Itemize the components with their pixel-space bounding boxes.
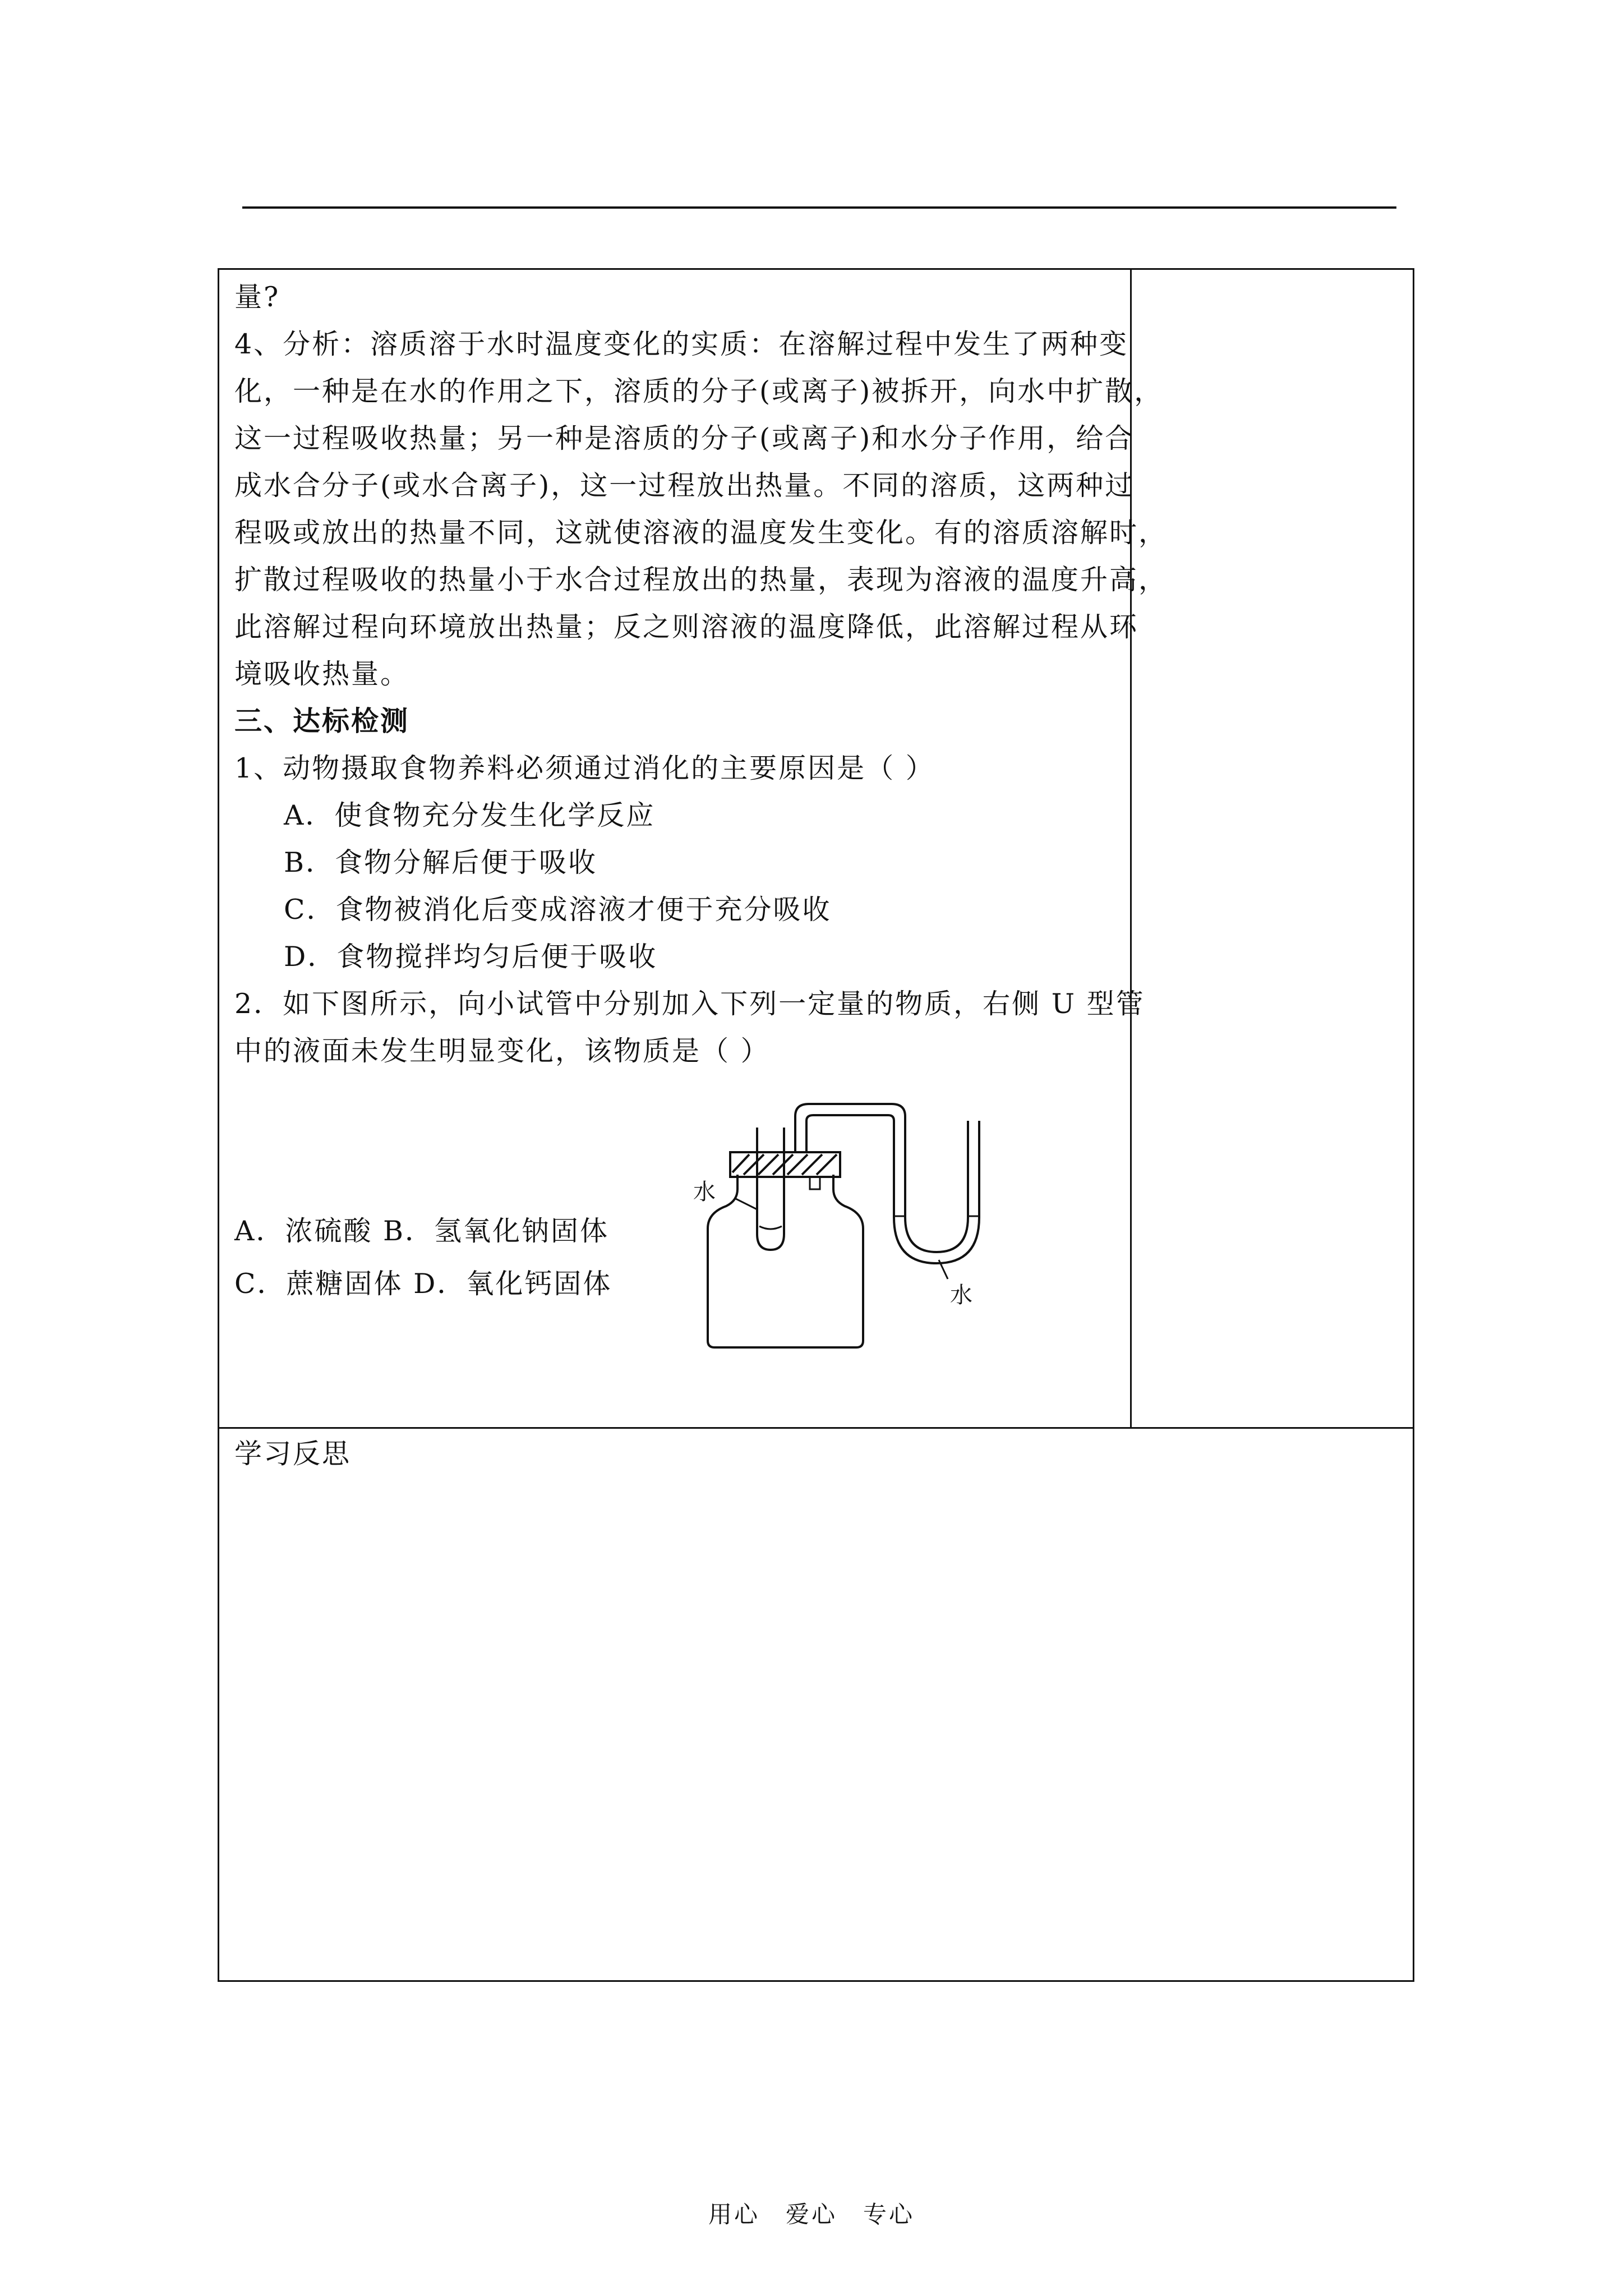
body-line: 这一过程吸收热量；另一种是溶质的分子(或离子)和水分子作用，给合 — [234, 422, 1135, 454]
apparatus-diagram — [673, 1094, 1009, 1363]
body-line: 境吸收热量。 — [234, 658, 410, 690]
figure-label-right: 水 — [950, 1282, 972, 1308]
question-2-answer-line-1: A．浓硫酸 B．氢氧化钠固体 — [234, 1215, 609, 1247]
question-1-option-a: A．使食物充分发生化学反应 — [284, 799, 656, 831]
section-heading: 三、达标检测 — [234, 705, 410, 737]
header-rule — [242, 206, 1396, 209]
body-line: 化，一种是在水的作用之下，溶质的分子(或离子)被拆开，向水中扩散， — [234, 375, 1164, 407]
reflection-title: 学习反思 — [234, 1438, 352, 1470]
question-2-stem-line-1: 2．如下图所示，向小试管中分别加入下列一定量的物质，右侧 U 型管 — [234, 988, 1145, 1020]
question-1-option-c: C．食物被消化后变成溶液才便于充分吸收 — [284, 894, 832, 926]
body-line: 量? — [234, 281, 280, 313]
body-line: 此溶解过程向环境放出热量；反之则溶液的温度降低，此溶解过程从环 — [234, 611, 1139, 643]
question-1-option-b: B．食物分解后便于吸收 — [284, 846, 598, 878]
body-line: 成水合分子(或水合离子)，这一过程放出热量。不同的溶质，这两种过 — [234, 470, 1135, 501]
body-line: 扩散过程吸收的热量小于水合过程放出的热量，表现为溶液的温度升高， — [234, 564, 1168, 596]
figure-label-left: 水 — [693, 1179, 716, 1205]
question-1-stem: 1、动物摄取食物养料必须通过消化的主要原因是（ ） — [234, 752, 935, 784]
content-cell — [234, 274, 1168, 1075]
table-row-divider — [218, 1427, 1414, 1429]
body-line: 程吸或放出的热量不同，这就使溶液的温度发生变化。有的溶质溶解时， — [234, 517, 1168, 549]
page-footer: 用心 爱心 专心 — [708, 2201, 915, 2228]
question-2-answer-line-2: C．蔗糖固体 D．氧化钙固体 — [234, 1268, 612, 1300]
question-2-answers — [234, 1205, 612, 1310]
apparatus-figure — [673, 1094, 1009, 1363]
question-2-stem-line-2: 中的液面未发生明显变化，该物质是（ ） — [234, 1035, 770, 1067]
question-1-option-d: D．食物搅拌均匀后便于吸收 — [284, 941, 658, 973]
body-line: 4、分析：溶质溶于水时温度变化的实质：在溶解过程中发生了两种变 — [234, 328, 1129, 360]
